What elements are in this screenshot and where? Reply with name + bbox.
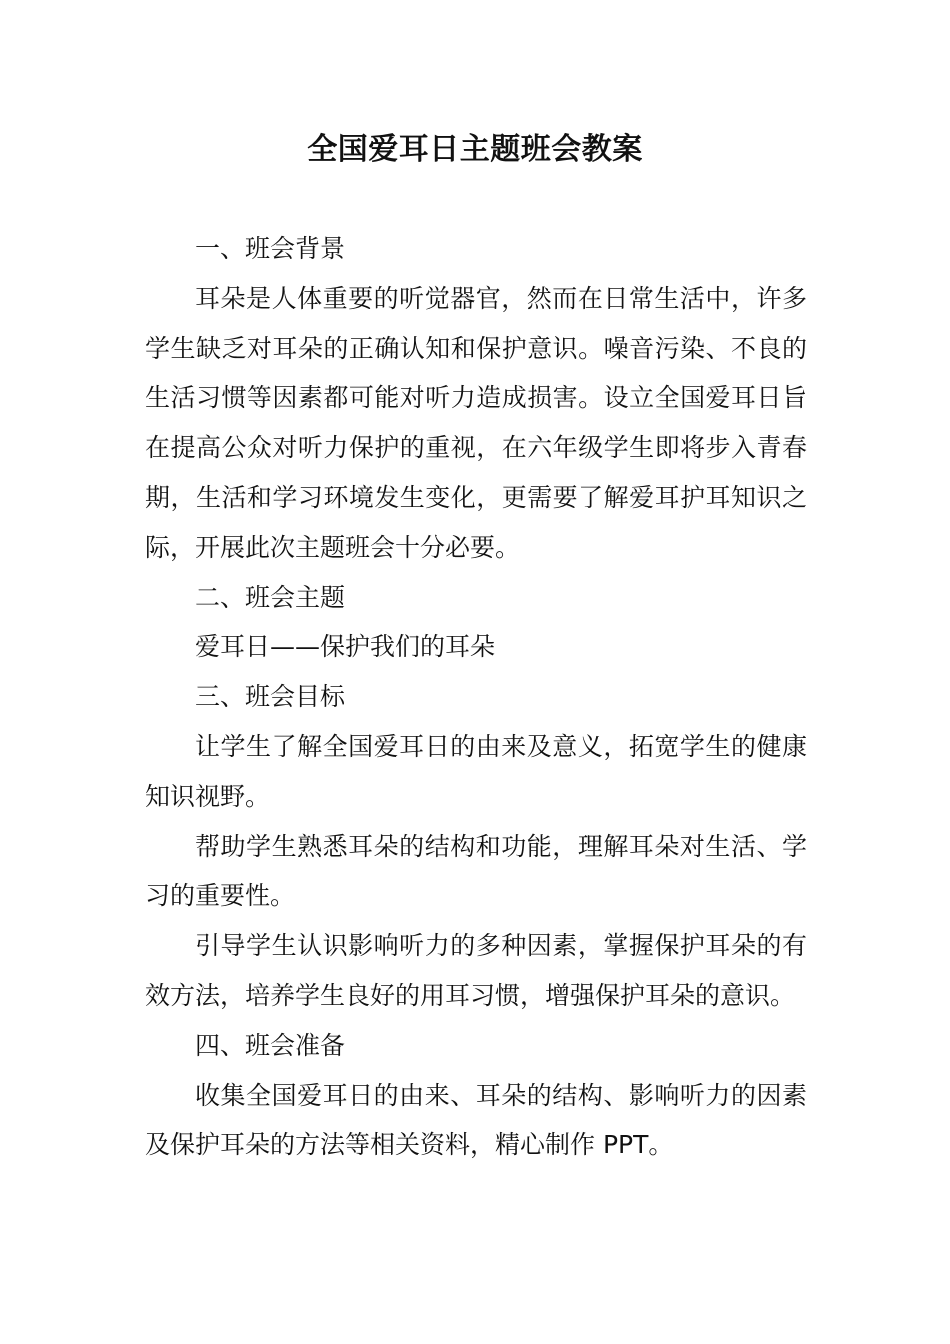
section-heading-theme: 二、班会主题	[195, 582, 346, 612]
paragraph-goal-2: 帮助学生熟悉耳朵的结构和功能，理解耳朵对生活、学习的重要性。	[145, 831, 807, 911]
document-title: 全国爱耳日主题班会教案	[307, 132, 643, 167]
document-body	[145, 224, 807, 1170]
section-heading-preparation: 四、班会准备	[195, 1030, 346, 1060]
paragraph-goal-3: 引导学生认识影响听力的多种因素，掌握保护耳朵的有效方法，培养学生良好的用耳习惯，增强保护耳朵的意识。	[145, 931, 807, 1010]
section-heading-background: 一、班会背景	[195, 234, 346, 263]
paragraph-theme: 爱耳日——保护我们的耳朵	[195, 632, 496, 662]
paragraph-preparation: 收集全国爱耳日的由来、耳朵的结构、影响听力的因素及保护耳朵的方法等相关资料，精心制作 PPT。	[145, 1080, 807, 1160]
section-heading-goals: 三、班会目标	[195, 682, 346, 712]
paragraph-goal-1: 让学生了解全国爱耳日的由来及意义，拓宽学生的健康知识视野。	[145, 731, 807, 811]
paragraph-background: 耳朵是人体重要的听觉器官，然而在日常生活中，许多学生缺乏对耳朵的正确认知和保护意识。噪音污染、不良的生活习惯等因素都可能对听力造成损害。设立全国爱耳日旨在提高公众对听力保护的重视，在六年级学生即将步入青春期，生活和学习环境发生变化，更需要了解爱耳护耳知识之际，开展此次主题班会十分必要。	[145, 283, 807, 562]
